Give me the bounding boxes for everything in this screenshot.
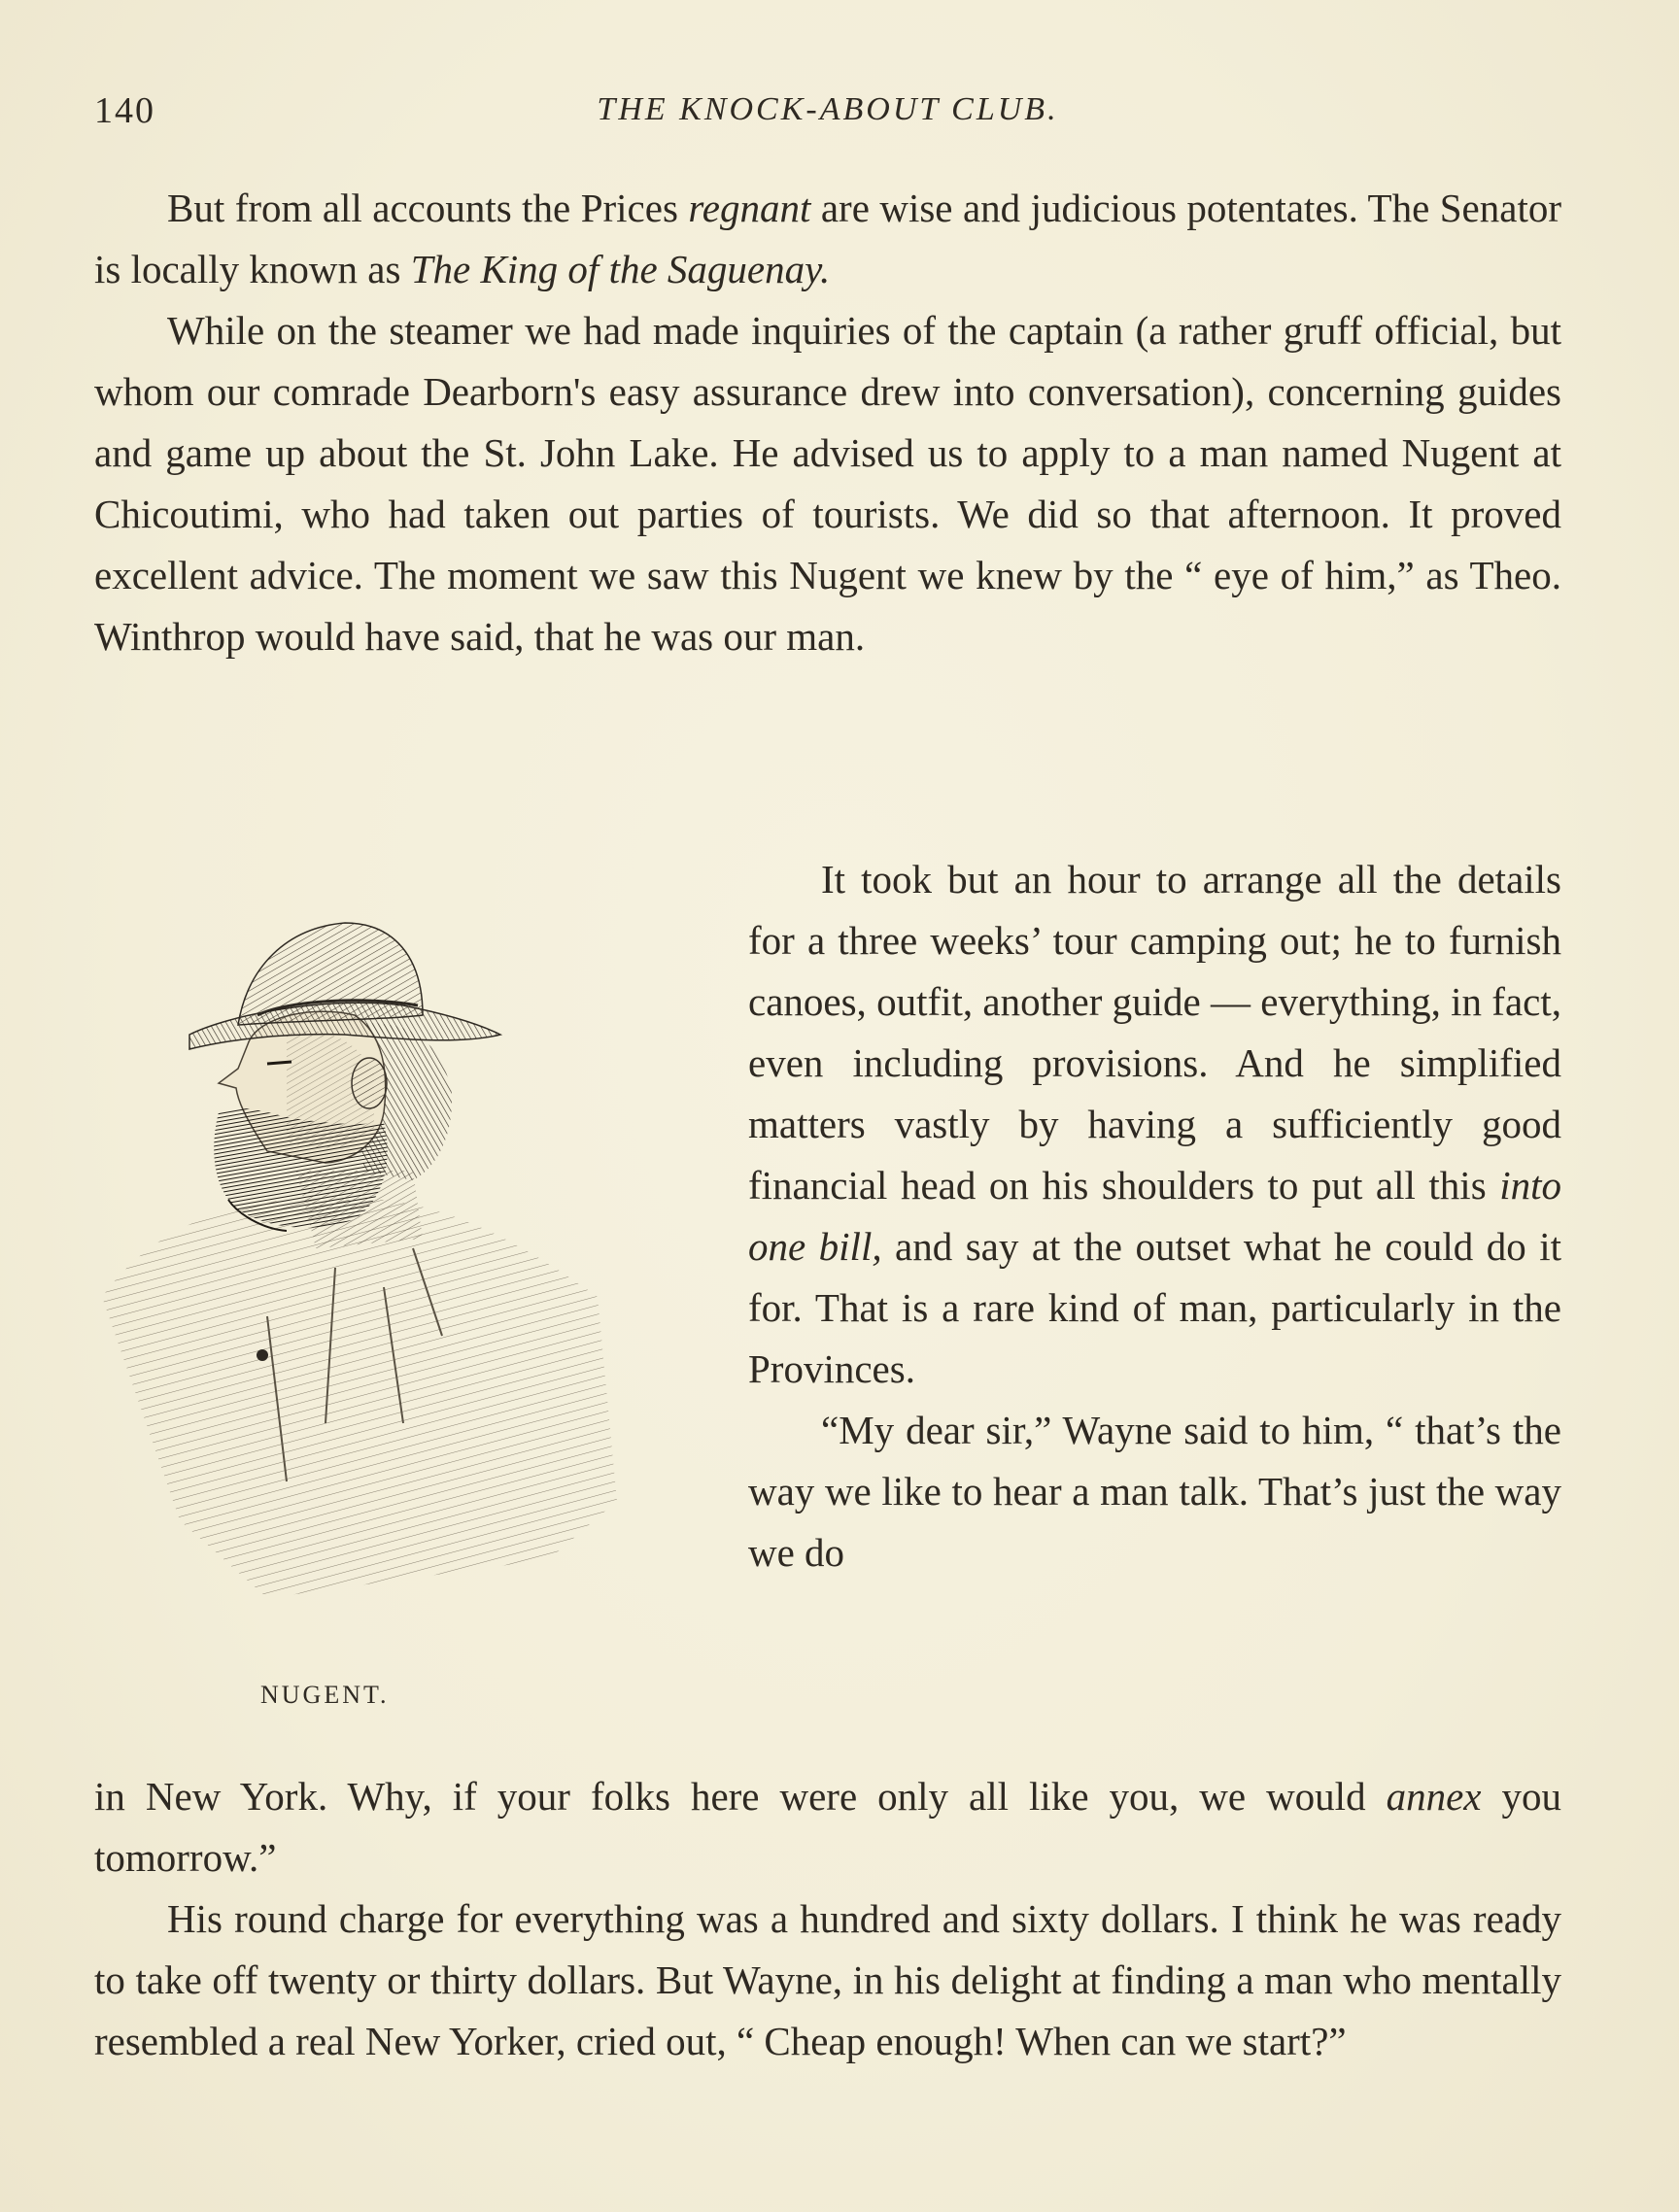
paragraph-3-italic-bill: into one bill, [748,1163,1561,1269]
paragraph-3-text-a: It took but an hour to arrange all the details for a three weeks’ tour camping out; he to furnish canoes, outfit, another guide — everything, in fact, even including provisions. And he simplified matters vastly by having a sufficiently good financial head on his shoulders to put all this [748,857,1561,1208]
paragraph-4: “My dear sir,” Wayne said to him, “ that’s the way we like to hear a man talk. That’s just the way we do [748,1408,1561,1575]
running-head: THE KNOCK-ABOUT CLUB. [597,91,1059,127]
paragraph-1-italic-regnant: regnant [688,186,811,230]
nugent-portrait-illustration [92,879,714,1656]
paragraph-1-text-a: But from all accounts the Prices [167,186,689,230]
text-block-bottom [94,1766,1561,2072]
page-header [94,89,1561,148]
paragraph-3-text-b: and say at the outset what he could do it for. That is a rare kind of man, particularly in the Provinces. [748,1224,1561,1391]
text-block-beside-figure [748,849,1561,1583]
paragraph-3 [748,849,1561,1400]
text-block-top [94,178,1561,667]
paragraph-4-italic-annex: annex [1386,1774,1482,1819]
paragraph-1-italic-title: The King of the Saguenay. [410,247,831,291]
paragraph-5: His round charge for everything was a hundred and sixty dollars. I think he was ready to take off twenty or thirty dollars. But Wayne, in his delight at finding a man who mentally resembled a real New Yorker, cried out, “ Cheap enough! When can we start?” [94,1896,1561,2063]
figure-caption: NUGENT. [260,1681,390,1709]
paragraph-1-text-b: are wise and judicious potentates. The Senator is locally known as [94,186,1561,291]
paragraph-4-continued [94,1766,1561,1889]
paragraph-1 [94,178,1561,300]
portrait-figure [92,879,714,1724]
paragraph-4-continued-text-a: in New York. Why, if your folks here were only all like you, we would [94,1774,1387,1819]
page-number: 140 [94,90,155,131]
paragraph-4-continued-text-b: you tomorrow.” [94,1774,1562,1880]
paragraph-2: While on the steamer we had made inquiries of the captain (a rather gruff official, but whom our comrade Dearborn's easy assurance drew into conversation), concerning guides and game up about the St. John Lake. He advised us to apply to a man named Nugent at Chicoutimi, who had taken out parties of tourists. We did so that afternoon. It proved excellent advice. The moment we saw this Nugent we knew by the “ eye of him,” as Theo. Winthrop would have said, that he was our man. [94,308,1561,659]
